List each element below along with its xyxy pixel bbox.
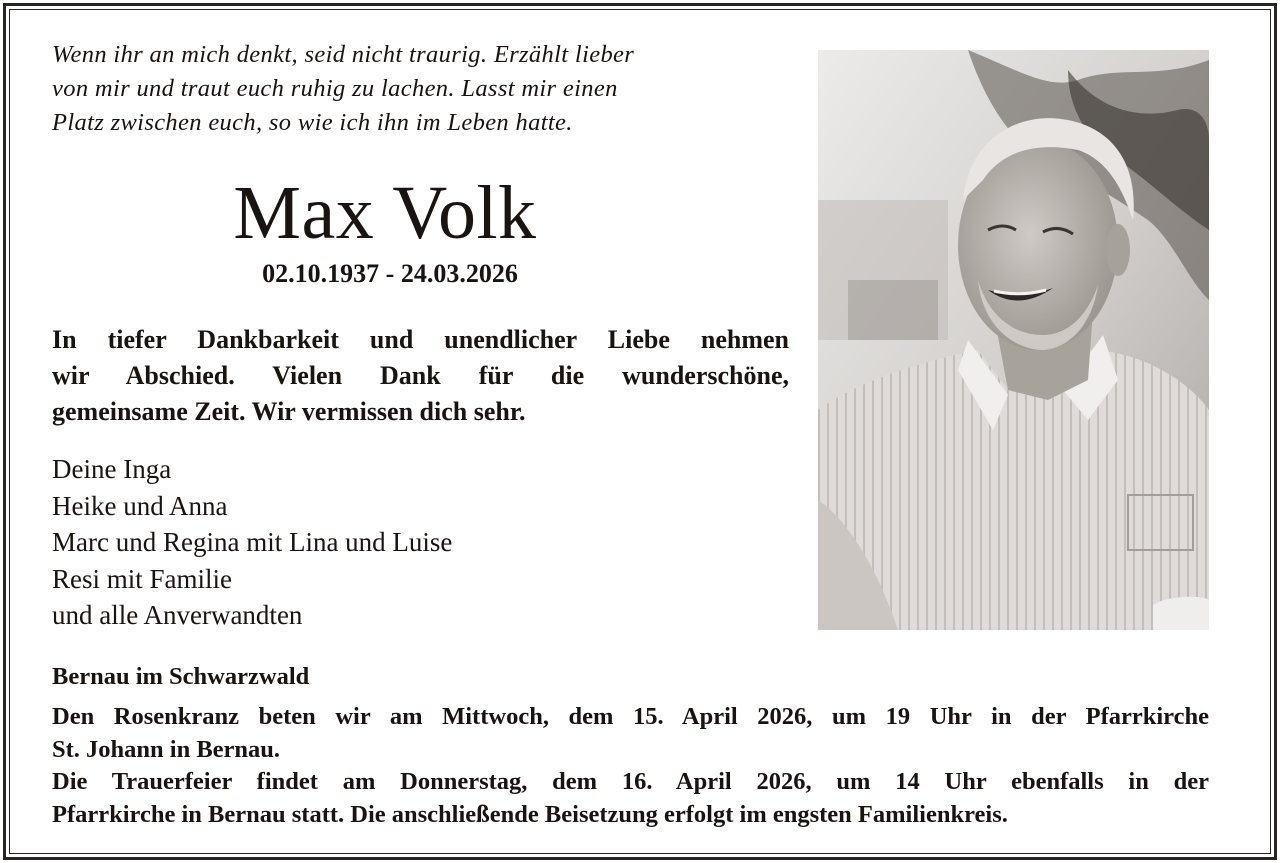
mourners-list [52, 451, 452, 634]
mourner-entry: Deine Inga [52, 454, 172, 484]
portrait-photo [818, 50, 1209, 630]
farewell-message [52, 322, 789, 430]
detail-line: Den Rosenkranz beten wir am Mittwoch, dem 15. April 2026, um 19 Uhr in der Pfarrkirche [52, 703, 1209, 730]
life-dates: 02.10.1937 - 24.03.2026 [262, 259, 518, 288]
mourner-entry: und alle Anverwandten [52, 600, 303, 630]
quote-line: Wenn ihr an mich denkt, seid nicht traurig. Erzählt lieber [52, 41, 635, 68]
detail-line: Pfarrkirche in Bernau statt. Die anschließende Beisetzung erfolgt im engsten Familienkreis. [52, 800, 1008, 828]
mourner-entry: Marc und Regina mit Lina und Luise [52, 527, 453, 557]
mourner-entry: Resi mit Familie [52, 563, 232, 594]
deceased-name: Max Volk [233, 171, 537, 255]
mourner-entry: Heike und Anna [52, 490, 228, 521]
quote-line: Platz zwischen euch, so wie ich ihn im Leben hatte. [52, 109, 573, 136]
funeral-details [52, 701, 1209, 831]
quote-line: von mir und traut euch ruhig zu lachen. Lasst mir einen [52, 75, 618, 102]
farewell-line: gemeinsame Zeit. Wir vermissen dich sehr. [52, 397, 526, 426]
farewell-line: In tiefer Dankbarkeit und unendlicher Liebe nehmen [52, 325, 789, 354]
memorial-quote [52, 38, 752, 140]
farewell-line: wir Abschied. Vielen Dank für die wunderschöne, [52, 361, 789, 390]
detail-line: Die Trauerfeier findet am Donnerstag, dem 16. April 2026, um 14 Uhr ebenfalls in der [52, 768, 1209, 795]
location-heading: Bernau im Schwarzwald [52, 663, 310, 690]
detail-line: St. Johann in Bernau. [52, 735, 281, 763]
